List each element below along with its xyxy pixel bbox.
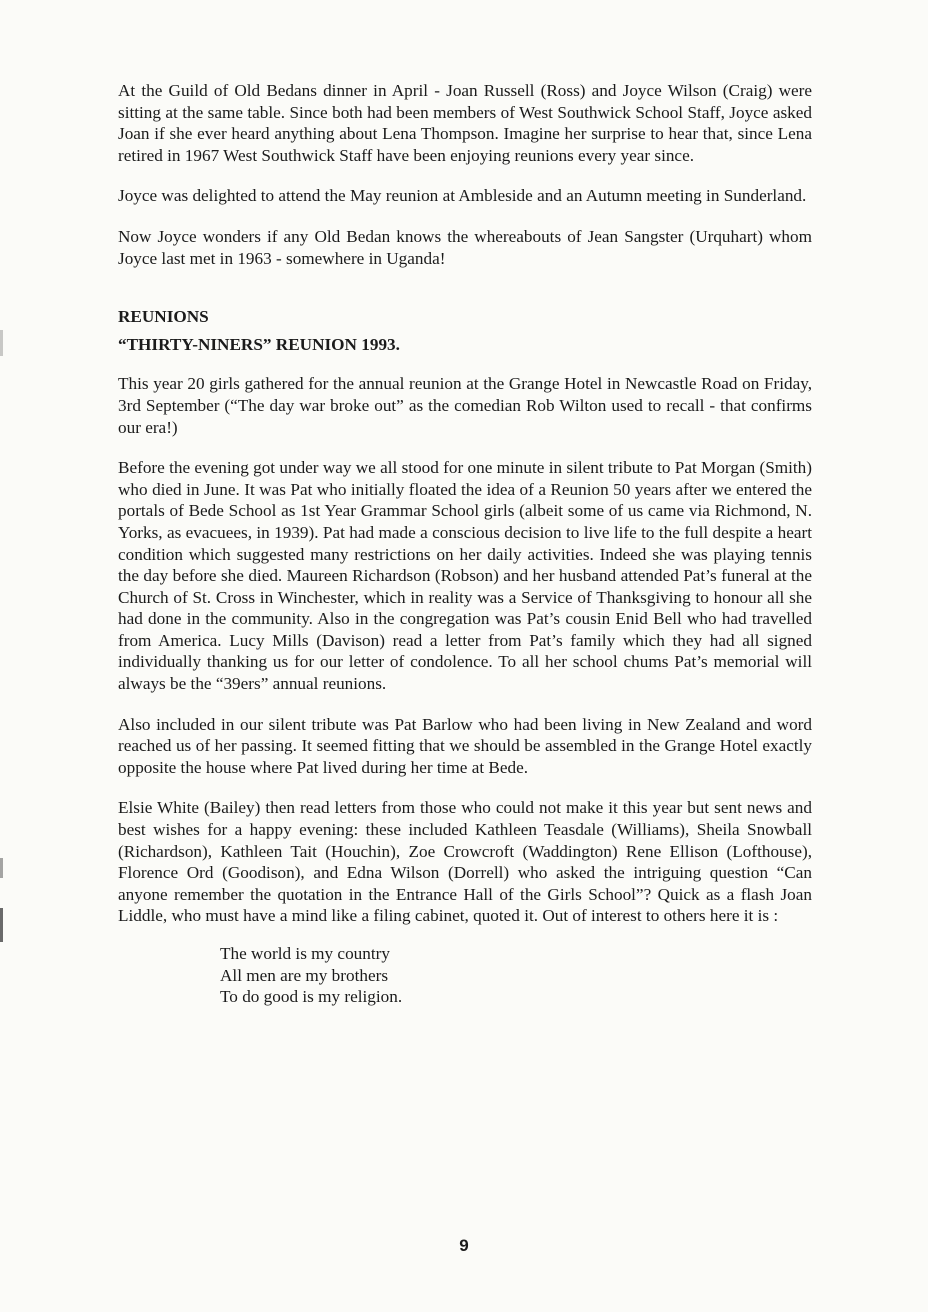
reunion-paragraph-2: Before the evening got under way we all stood for one minute in silent tribute to Pat Morgan (Smith) who died in June. It was Pat who initially floated the idea of a Reunion 50 years after we entered the portals of Bede School as 1st Year Grammar School girls (albeit some of us came via Richmond, N. Yorks, as evacuees, in 1939). Pat had made a conscious decision to live life to the full despite a heart condition which suggested many restrictions on her daily activities. Indeed she was playing tennis the day before she died. Maureen Richardson (Robson) and her husband attended Pat’s funeral at the Church of St. Cross in Winchester, which in reality was a Service of Thanksgiving to honour all she had done in the community. Also in the congregation was Pat’s cousin Enid Bell who had travelled from America. Lucy Mills (Davison) read a letter from Pat’s family which they had all signed individually thanking us for our letter of condolence. To all her school chums Pat’s memorial will always be the “39ers” annual reunions. — [118, 458, 812, 694]
intro-paragraph-1: At the Guild of Old Bedans dinner in April - Joan Russell (Ross) and Joyce Wilson (Craig) were sitting at the same table. Since both had been members of West Southwick School Staff, Joyce asked Joan if she ever heard anything about Lena Thompson. Imagine her surprise to hear that, since Lena retired in 1967 West Southwick Staff have been enjoying reunions every year since. — [118, 81, 812, 165]
poem-line: The world is my country — [220, 944, 390, 963]
reunion-paragraph-3: Also included in our silent tribute was Pat Barlow who had been living in New Zealand and word reached us of her passing. It seemed fitting that we should be assembled in the Grange Hotel exactly opposite the house where Pat lived during her time at Bede. — [118, 714, 812, 777]
quotation-poem — [220, 943, 812, 1008]
page-content — [118, 80, 812, 1008]
reunion-paragraph-4: Elsie White (Bailey) then read letters from those who could not make it this year but sent news and best wishes for a happy evening: these included Kathleen Teasdale (Williams), Sheila Snowball (Richardson), Kathleen Tait (Houchin), Zoe Crowcroft (Waddington) Rene Ellison (Lofthouse), Florence Ord (Goodison), and Edna Wilson (Dorrell) who asked the intriguing question “Can anyone remember the quotation in the Entrance Hall of the Girls School”? Quick as a flash Joan Liddle, who must have a mind like a filing cabinet, quoted it. Out of interest to others here it is : — [118, 798, 812, 926]
intro-paragraph-3: Now Joyce wonders if any Old Bedan knows the whereabouts of Jean Sangster (Urquhart) whom Joyce last met in 1963 - somewhere in Uganda! — [118, 226, 812, 268]
scan-edge-mark-low — [0, 908, 3, 942]
page-number: 9 — [459, 1236, 469, 1255]
sub-heading: “THIRTY-NINERS” REUNION 1993. — [118, 334, 400, 354]
reunion-paragraph-1: This year 20 girls gathered for the annual reunion at the Grange Hotel in Newcastle Road on Friday, 3rd September (“The day war broke out” as the comedian Rob Wilton used to recall - that confirms our era!) — [118, 374, 812, 437]
poem-line: To do good is my religion. — [220, 987, 403, 1007]
poem-line: All men are my brothers — [220, 965, 389, 985]
intro-paragraph-2: Joyce was delighted to attend the May reunion at Ambleside and an Autumn meeting in Sunderland. — [118, 186, 807, 206]
scan-edge-mark-mid — [0, 858, 3, 878]
scan-edge-mark-top — [0, 330, 3, 356]
section-heading: REUNIONS — [118, 307, 209, 327]
